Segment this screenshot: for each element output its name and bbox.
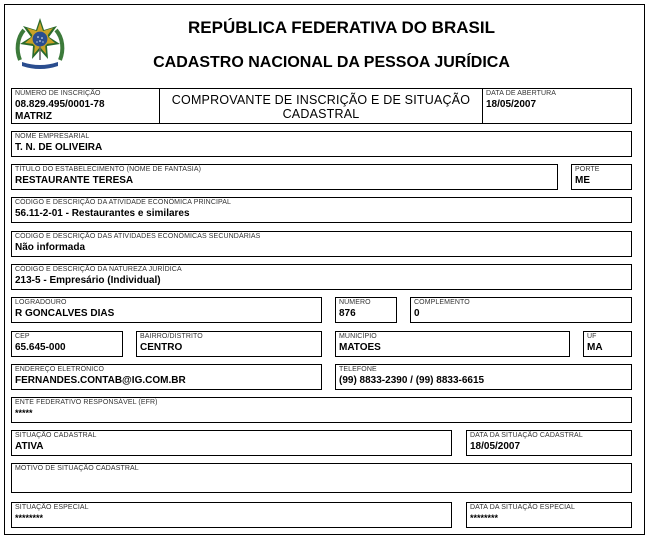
titulo-estabelecimento-box xyxy=(11,164,558,190)
complemento-label: COMPLEMENTO xyxy=(414,299,470,306)
atividade-principal-label: CÓDIGO E DESCRIÇÃO DA ATIVIDADE ECONÔMICA PRINCIPAL xyxy=(15,199,232,206)
uf-box xyxy=(583,331,632,357)
data-situacao-especial-value: ******** xyxy=(470,513,499,523)
comprovante-line1: COMPROVANTE DE INSCRIÇÃO E DE SITUAÇÃO xyxy=(171,93,471,107)
situacao-especial-box xyxy=(11,502,452,528)
bairro-value: CENTRO xyxy=(140,342,183,353)
telefone-box xyxy=(335,364,632,390)
comprovante-title xyxy=(160,93,482,121)
data-abertura-label: DATA DE ABERTURA xyxy=(486,90,557,97)
situacao-cadastral-value: ATIVA xyxy=(15,441,44,452)
comprovante-box xyxy=(159,88,483,124)
titulo-estabelecimento-value: RESTAURANTE TERESA xyxy=(15,175,134,186)
data-situacao-especial-label: DATA DA SITUAÇÃO ESPECIAL xyxy=(470,504,575,511)
header-cadastro: CADASTRO NACIONAL DA PESSOA JURÍDICA xyxy=(153,54,510,71)
numero-value: 876 xyxy=(339,308,356,319)
nome-empresarial-label: NOME EMPRESARIAL xyxy=(15,133,90,140)
efr-value: ***** xyxy=(15,408,33,418)
bairro-label: BAIRRO/DISTRITO xyxy=(140,333,203,340)
logradouro-label: LOGRADOURO xyxy=(15,299,67,306)
atividades-secundarias-box xyxy=(11,231,632,257)
porte-box xyxy=(571,164,632,190)
uf-label: UF xyxy=(587,333,597,340)
comprovante-line2: CADASTRAL xyxy=(282,107,360,121)
atividades-secundarias-label: CÓDIGO E DESCRIÇÃO DAS ATIVIDADES ECONÔMICAS SECUNDÁRIAS xyxy=(15,233,261,240)
cep-value: 65.645-000 xyxy=(15,342,66,353)
telefone-value: (99) 8833-2390 / (99) 8833-6615 xyxy=(339,375,485,386)
motivo-situacao-label: MOTIVO DE SITUAÇÃO CADASTRAL xyxy=(15,465,139,472)
numero-inscricao-label: NÚMERO DE INSCRIÇÃO xyxy=(15,90,101,97)
situacao-cadastral-label: SITUAÇÃO CADASTRAL xyxy=(15,432,97,439)
nome-empresarial-value: T. N. DE OLIVEIRA xyxy=(15,142,103,153)
natureza-juridica-value: 213-5 - Empresário (Individual) xyxy=(15,275,161,286)
complemento-value: 0 xyxy=(414,308,420,319)
atividades-secundarias-value: Não informada xyxy=(15,242,86,253)
atividade-principal-box xyxy=(11,197,632,223)
cep-label: CEP xyxy=(15,333,30,340)
numero-inscricao-tipo: MATRIZ xyxy=(15,111,53,122)
municipio-value: MATOES xyxy=(339,342,381,353)
porte-label: PORTE xyxy=(575,166,600,173)
municipio-label: MUNICÍPIO xyxy=(339,333,377,340)
email-value: FERNANDES.CONTAB@IG.COM.BR xyxy=(15,375,186,386)
data-situacao-cadastral-box xyxy=(466,430,632,456)
situacao-especial-label: SITUAÇÃO ESPECIAL xyxy=(15,504,89,511)
bairro-box xyxy=(136,331,322,357)
atividade-principal-value: 56.11-2-01 - Restaurantes e similares xyxy=(15,208,190,219)
motivo-situacao-box xyxy=(11,463,632,493)
data-abertura-value: 18/05/2007 xyxy=(486,99,537,110)
efr-box xyxy=(11,397,632,423)
natureza-juridica-label: CÓDIGO E DESCRIÇÃO DA NATUREZA JURÍDICA xyxy=(15,266,182,273)
municipio-box xyxy=(335,331,570,357)
logradouro-box xyxy=(11,297,322,323)
numero-box xyxy=(335,297,397,323)
natureza-juridica-box xyxy=(11,264,632,290)
data-situacao-cadastral-label: DATA DA SITUAÇÃO CADASTRAL xyxy=(470,432,583,439)
data-abertura-box xyxy=(482,88,632,124)
logradouro-value: R GONCALVES DIAS xyxy=(15,308,115,319)
data-situacao-especial-box xyxy=(466,502,632,528)
situacao-especial-value: ******** xyxy=(15,513,44,523)
numero-inscricao-value: 08.829.495/0001-78 xyxy=(15,99,105,110)
efr-label: ENTE FEDERATIVO RESPONSÁVEL (EFR) xyxy=(15,399,158,406)
telefone-label: TELEFONE xyxy=(339,366,377,373)
header-country: REPÚBLICA FEDERATIVA DO BRASIL xyxy=(188,18,495,37)
data-situacao-cadastral-value: 18/05/2007 xyxy=(470,441,521,452)
porte-value: ME xyxy=(575,175,590,186)
email-box xyxy=(11,364,322,390)
complemento-box xyxy=(410,297,632,323)
titulo-estabelecimento-label: TÍTULO DO ESTABELECIMENTO (NOME DE FANTASIA) xyxy=(15,166,202,173)
numero-label: NÚMERO xyxy=(339,299,371,306)
cep-box xyxy=(11,331,123,357)
situacao-cadastral-box xyxy=(11,430,452,456)
email-label: ENDEREÇO ELETRÔNICO xyxy=(15,366,105,373)
numero-inscricao-box xyxy=(11,88,160,124)
uf-value: MA xyxy=(587,342,603,353)
nome-empresarial-box xyxy=(11,131,632,157)
